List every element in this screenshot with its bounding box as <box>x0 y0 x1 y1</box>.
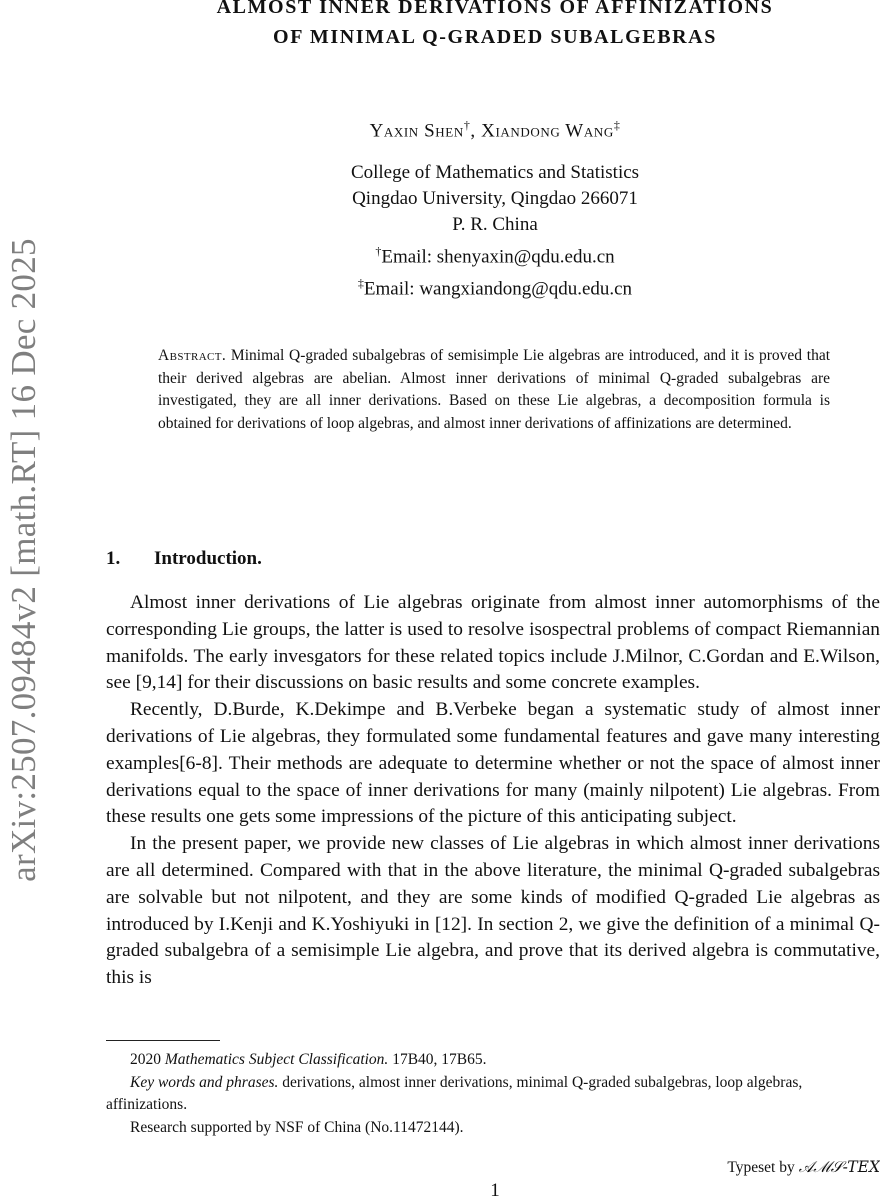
footnote-funding: Research supported by NSF of China (No.11472144). <box>130 1118 464 1136</box>
email-2-mark: ‡ <box>357 276 364 291</box>
author-separator: , <box>470 120 482 142</box>
typeset-notice <box>727 1158 880 1177</box>
footnote-keywords <box>106 1072 880 1117</box>
typeset-system: 𝒜ℳ𝒮-TEX <box>798 1158 880 1176</box>
msc-label: Mathematics Subject Classification. <box>164 1051 389 1068</box>
author-1-mark: † <box>463 118 471 132</box>
email-2-text: Email: wangxiandong@qdu.edu.cn <box>363 278 633 300</box>
affiliation-line-3: P. R. China <box>452 214 538 235</box>
section-number: 1. <box>106 548 121 569</box>
page-number: 1 <box>490 1180 500 1201</box>
title-line-1: ALMOST INNER DERIVATIONS OF AFFINIZATIONS <box>216 0 774 18</box>
paragraph-3: In the present paper, we provide new classes of Lie algebras in which almost inner derivations are all determined. Compared with that in the above literature, the minimal Q-graded subalgebras are solvable but not nilpotent, and they are some kinds of modified Q-graded Lie algebras as introduced by I.Kenji and K.Yoshiyuki in [12]. In section 2, we give the definition of a minimal Q-graded subalgebra of a semisimple Lie algebra, and prove that its derived algebra is commutative, this is <box>106 833 880 989</box>
author-2-mark: ‡ <box>613 118 621 132</box>
affiliation-line-2: Qingdao University, Qingdao 266071 <box>352 188 638 209</box>
msc-year: 2020 <box>130 1051 161 1068</box>
author-1: Yaxin Shen <box>369 120 464 142</box>
footnote-divider <box>106 1040 220 1041</box>
abstract <box>158 345 830 435</box>
paragraph-1: Almost inner derivations of Lie algebras originate from almost inner automorphisms of the corresponding Lie groups, the latter is used to resolve isospectral problems of compact Riemannian manifolds. The early invesgators for these related topics include J.Milnor, C.Gordan and E.Wilson, see [9,14] for their discussions on basic results and some concrete examples. <box>106 592 880 694</box>
keywords-label: Key words and phrases. <box>130 1073 279 1091</box>
arxiv-stamp <box>2 190 46 930</box>
msc-codes: 17B40, 17B65. <box>392 1051 487 1068</box>
section-heading <box>106 548 262 570</box>
typeset-prefix: Typeset by <box>727 1159 795 1176</box>
footnotes <box>106 1049 880 1139</box>
author-2: Xiandong Wang <box>481 120 614 142</box>
abstract-text: Minimal Q-graded subalgebras of semisimple Lie algebras are introduced, and it is proved that their derived algebras are abelian. Almost inner derivations of minimal Q-graded subalgebras are investigated, they are all inner derivations. Based on these Lie algebras, a decomposition formula is obtained for derivations of loop algebras, and almost inner derivations of affinizations are determined. <box>158 347 830 432</box>
keywords-text: derivations, almost inner derivations, minimal Q-graded subalgebras, loop algebras, affinizations. <box>106 1073 803 1113</box>
paragraph-2: Recently, D.Burde, K.Dekimpe and B.Verbeke began a systematic study of almost inner derivations of Lie algebras, they formulated some fundamental features and gave many interesting examples[6-8]. Their methods are adequate to determine whether or not the space of almost inner derivations equal to the space of inner derivations for many (mainly nilpotent) Lie algebras. From these results one gets some impressions of the picture of this anticipating subject. <box>106 699 880 828</box>
abstract-label: Abstract. <box>158 347 227 364</box>
section-title: Introduction. <box>154 548 262 569</box>
title-line-2: OF MINIMAL Q-GRADED SUBALGEBRAS <box>273 26 717 48</box>
email-2 <box>110 270 880 302</box>
affiliation-line-1: College of Mathematics and Statistics <box>350 162 640 183</box>
footnote-msc <box>106 1049 880 1072</box>
author-list <box>110 118 880 142</box>
affiliation-block <box>110 160 880 303</box>
email-1 <box>110 238 880 270</box>
email-1-text: Email: shenyaxin@qdu.edu.cn <box>381 246 615 268</box>
arxiv-identifier: arXiv:2507.09484v2 [math.RT] 16 Dec 2025 <box>4 238 43 882</box>
body-text <box>106 590 880 992</box>
email-1-mark: † <box>375 244 382 258</box>
paper-title <box>110 0 880 52</box>
